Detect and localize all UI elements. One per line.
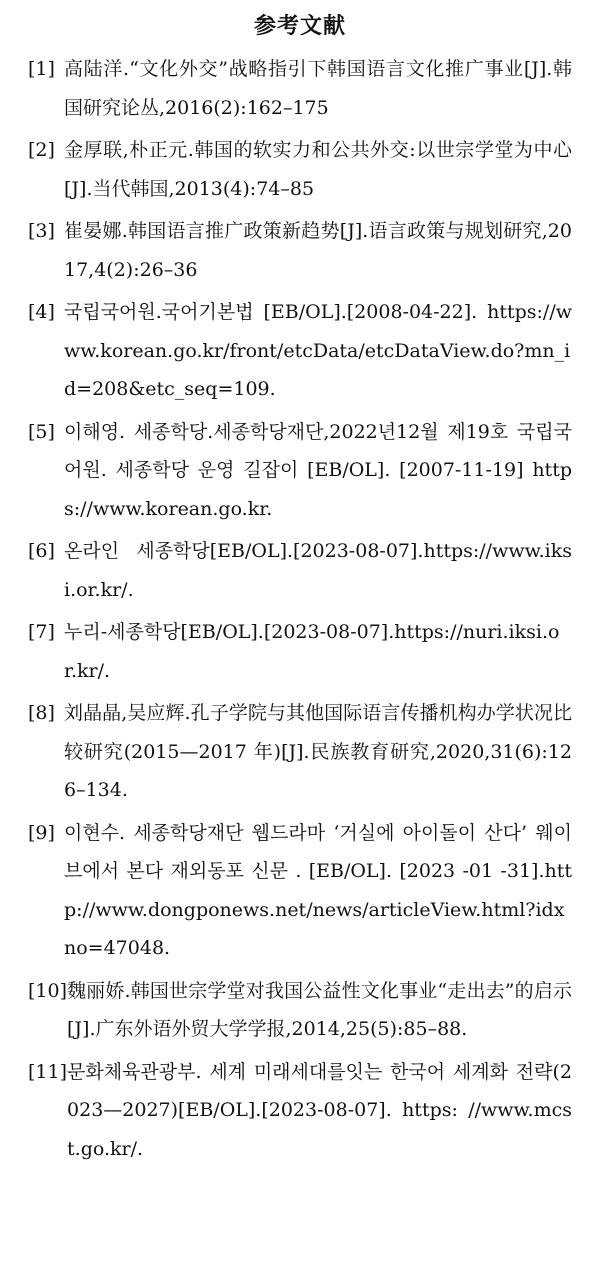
reference-item <box>28 1053 572 1169</box>
reference-item <box>28 212 572 289</box>
reference-text: 金厚联,朴正元.韩国的软实力和公共外交:以世宗学堂为中心[J].当代韩国,2013(4):74–85 <box>64 139 572 200</box>
page-title: 参考文献 <box>253 13 346 39</box>
reference-number: [10] <box>28 979 68 1002</box>
reference-number: [2] <box>28 139 55 161</box>
reference-text: 이현수. 세종학당재단 웹드라마 ‘거실에 아이돌이 산다’ 웨이브에서 본다 재외동포 신문 . [EB/OL]. [2023 -01 -31].http://www.dongponews.net/news/articleView.html?idxno=47048. <box>64 821 572 959</box>
reference-text: 누리-세종학당[EB/OL].[2023-08-07].https://nuri.iksi.or.kr/. <box>64 621 560 682</box>
reference-text: 高陆洋.“文化外交”战略指引下韩国语言文化推广事业[J].韩国研究论丛,2016(2):162–175 <box>64 58 572 119</box>
reference-text: 국립국어원.국어기본법 [EB/OL].[2008-04-22]. https://www.korean.go.kr/front/etcData/etcDataView.do?mn_id=208&etc_seq=109. <box>64 301 572 400</box>
reference-number: [6] <box>28 540 55 562</box>
reference-number: [4] <box>28 301 55 323</box>
reference-number: [5] <box>28 420 55 443</box>
reference-number: [7] <box>28 621 55 643</box>
reference-text: 이해영. 세종학당.세종학당재단,2022년12월 제19호 국립국어원. 세종학당 운영 길잡이 [EB/OL]. [2007-11-19] https://www.korean.go.kr. <box>64 420 572 520</box>
reference-number: [8] <box>28 702 55 724</box>
reference-item <box>28 972 572 1049</box>
reference-text: 魏丽娇.韩国世宗学堂对我国公益性文化事业“走出去”的启示[J].广东外语外贸大学学报,2014,25(5):85–88. <box>67 979 572 1040</box>
reference-text: 온라인 세종학당[EB/OL].[2023-08-07].https://www.iksi.or.kr/. <box>64 540 572 601</box>
reference-number: [3] <box>28 220 55 242</box>
reference-text: 刘晶晶,吴应辉.孔子学院与其他国际语言传播机构办学状况比较研究(2015—2017 年)[J].民族教育研究,2020,31(6):126–134. <box>64 702 572 801</box>
reference-number: [9] <box>28 821 55 844</box>
reference-item <box>28 814 572 968</box>
reference-text: 崔晏娜.韩国语言推广政策新趋势[J].语言政策与规划研究,2017,4(2):26–36 <box>64 220 572 281</box>
reference-item <box>28 613 572 690</box>
reference-item <box>28 413 572 529</box>
reference-item <box>28 532 572 609</box>
reference-item <box>28 131 572 208</box>
reference-text: 문화체육관광부. 세계 미래세대를잇는 한국어 세계화 전략(2023—2027)[EB/OL].[2023-08-07]. https: //www.mcst.go.kr/. <box>67 1060 572 1160</box>
reference-item <box>28 50 572 127</box>
reference-number: [11] <box>28 1060 68 1083</box>
reference-list <box>28 50 572 1168</box>
reference-item <box>28 293 572 409</box>
reference-item <box>28 694 572 810</box>
reference-number: [1] <box>28 58 55 80</box>
